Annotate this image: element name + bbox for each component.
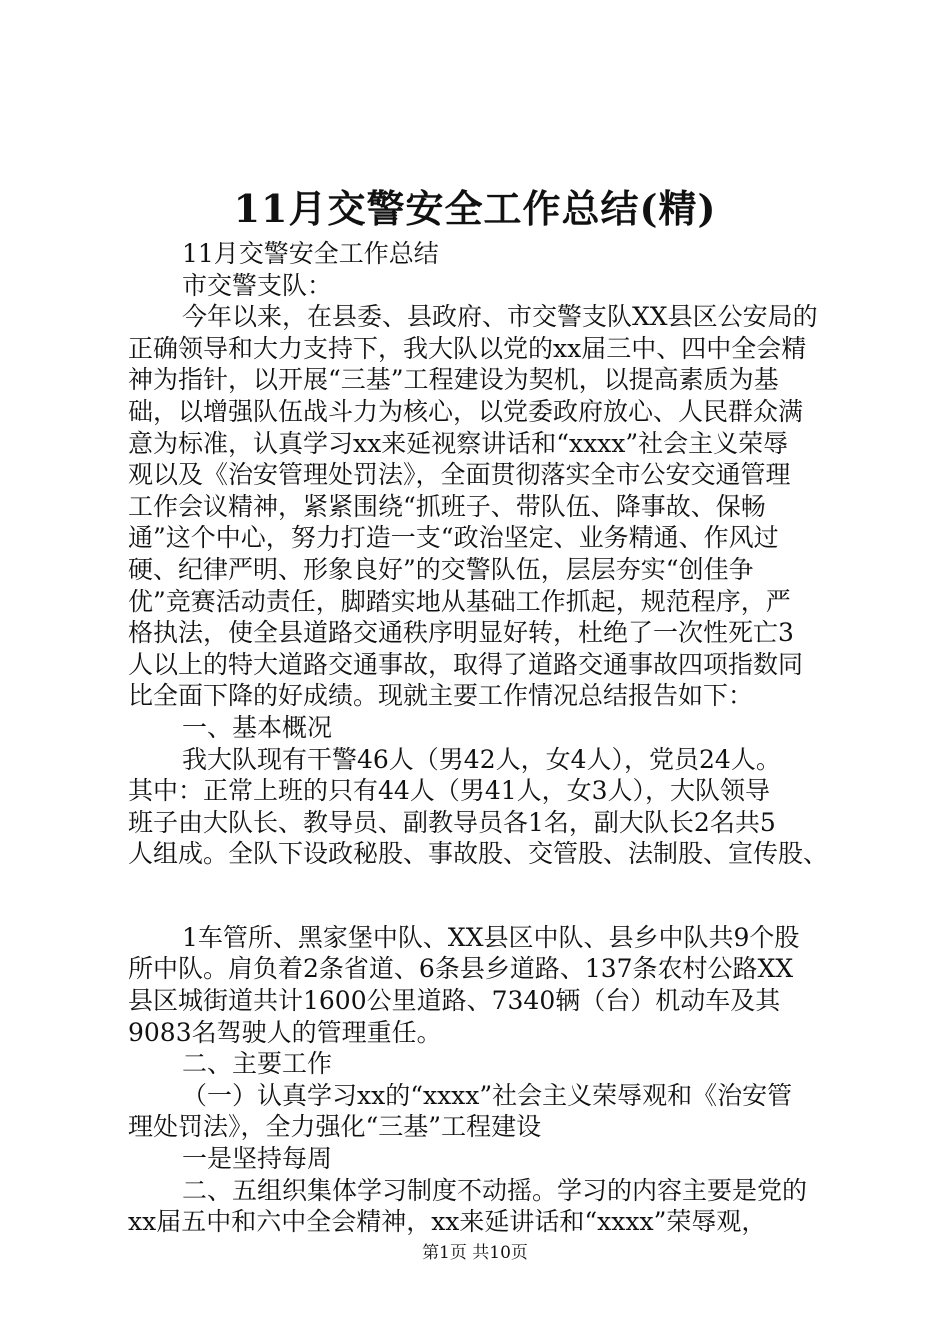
text-line: 1车管所、黑家堡中队、XX县区中队、县乡中队共9个股 — [182, 922, 800, 952]
text-line: （一）认真学习xx的“xxxx”社会主义荣辱观和《治安管 — [182, 1080, 793, 1110]
page-footer: 第1页 共10页 — [422, 1243, 528, 1263]
text-line: 硬、纪律严明、形象良好”的交警队伍，层层夯实“创佳争 — [128, 554, 754, 584]
text-line: 优”竞赛活动责任，脚踏实地从基础工作抓起，规范程序，严 — [128, 586, 791, 616]
text-line: 县区城街道共计1600公里道路、7340辆（台）机动车及其 — [128, 986, 781, 1016]
text-line: 二、主要工作 — [182, 1049, 333, 1079]
text-line: 今年以来，在县委、县政府、市交警支队XX县区公安局的 — [182, 302, 818, 332]
text-line: 11月交警安全工作总结 — [182, 239, 439, 268]
text-line: 础，以增强队伍战斗力为核心，以党委政府放心、人民群众满 — [128, 396, 804, 426]
text-line: 观以及《治安管理处罚法》，全面贯彻落实全市公安交通管理 — [128, 460, 791, 490]
text-line: 意为标准，认真学习xx来延视察讲话和“xxxx”社会主义荣辱 — [128, 428, 789, 458]
paragraph-block-2 — [128, 922, 840, 1238]
text-line: 通”这个中心，努力打造一支“政治坚定、业务精通、作风过 — [128, 523, 779, 553]
text-line: xx届五中和六中全会精神，xx来延讲话和“xxxx”荣辱观， — [128, 1207, 767, 1237]
text-line: 9083名驾驶人的管理重任。 — [128, 1017, 442, 1047]
text-line: 理处罚法》，全力强化“三基”工程建设 — [128, 1112, 542, 1142]
text-line: 人以上的特大道路交通事故，取得了道路交通事故四项指数同 — [128, 649, 804, 679]
text-line: 所中队。肩负着2条省道、6条县乡道路、137条农村公路XX — [128, 954, 794, 984]
page-gap — [128, 870, 840, 922]
text-line: 神为指针，以开展“三基”工程建设为契机，以提高素质为基 — [128, 365, 779, 395]
text-line: 人组成。全队下设政秘股、事故股、交管股、法制股、宣传股、 — [128, 839, 829, 869]
paragraph-block-1 — [128, 238, 840, 870]
text-line: 一是坚持每周 — [182, 1144, 333, 1174]
text-line: 格执法，使全县道路交通秩序明显好转，杜绝了一次性死亡3 — [128, 618, 794, 648]
text-line: 班子由大队长、教导员、副教导员各1名，副大队长2名共5 — [128, 807, 776, 837]
text-line: 二、五组织集体学习制度不动摇。学习的内容主要是党的 — [182, 1175, 808, 1205]
text-line: 正确领导和大力支持下，我大队以党的xx届三中、四中全会精 — [128, 333, 807, 363]
text-line: 我大队现有干警46人（男42人，女4人），党员24人。 — [182, 744, 781, 774]
document-title: 11月交警安全工作总结(精) — [233, 186, 717, 231]
text-line: 一、基本概况 — [182, 712, 333, 742]
text-line: 比全面下降的好成绩。现就主要工作情况总结报告如下： — [128, 681, 754, 711]
text-line: 其中：正常上班的只有44人（男41人，女3人），大队领导 — [128, 776, 771, 806]
text-line: 市交警支队： — [182, 270, 333, 300]
text-line: 工作会议精神，紧紧围绕“抓班子、带队伍、降事故、保畅 — [128, 491, 766, 521]
document-body — [128, 238, 840, 1238]
